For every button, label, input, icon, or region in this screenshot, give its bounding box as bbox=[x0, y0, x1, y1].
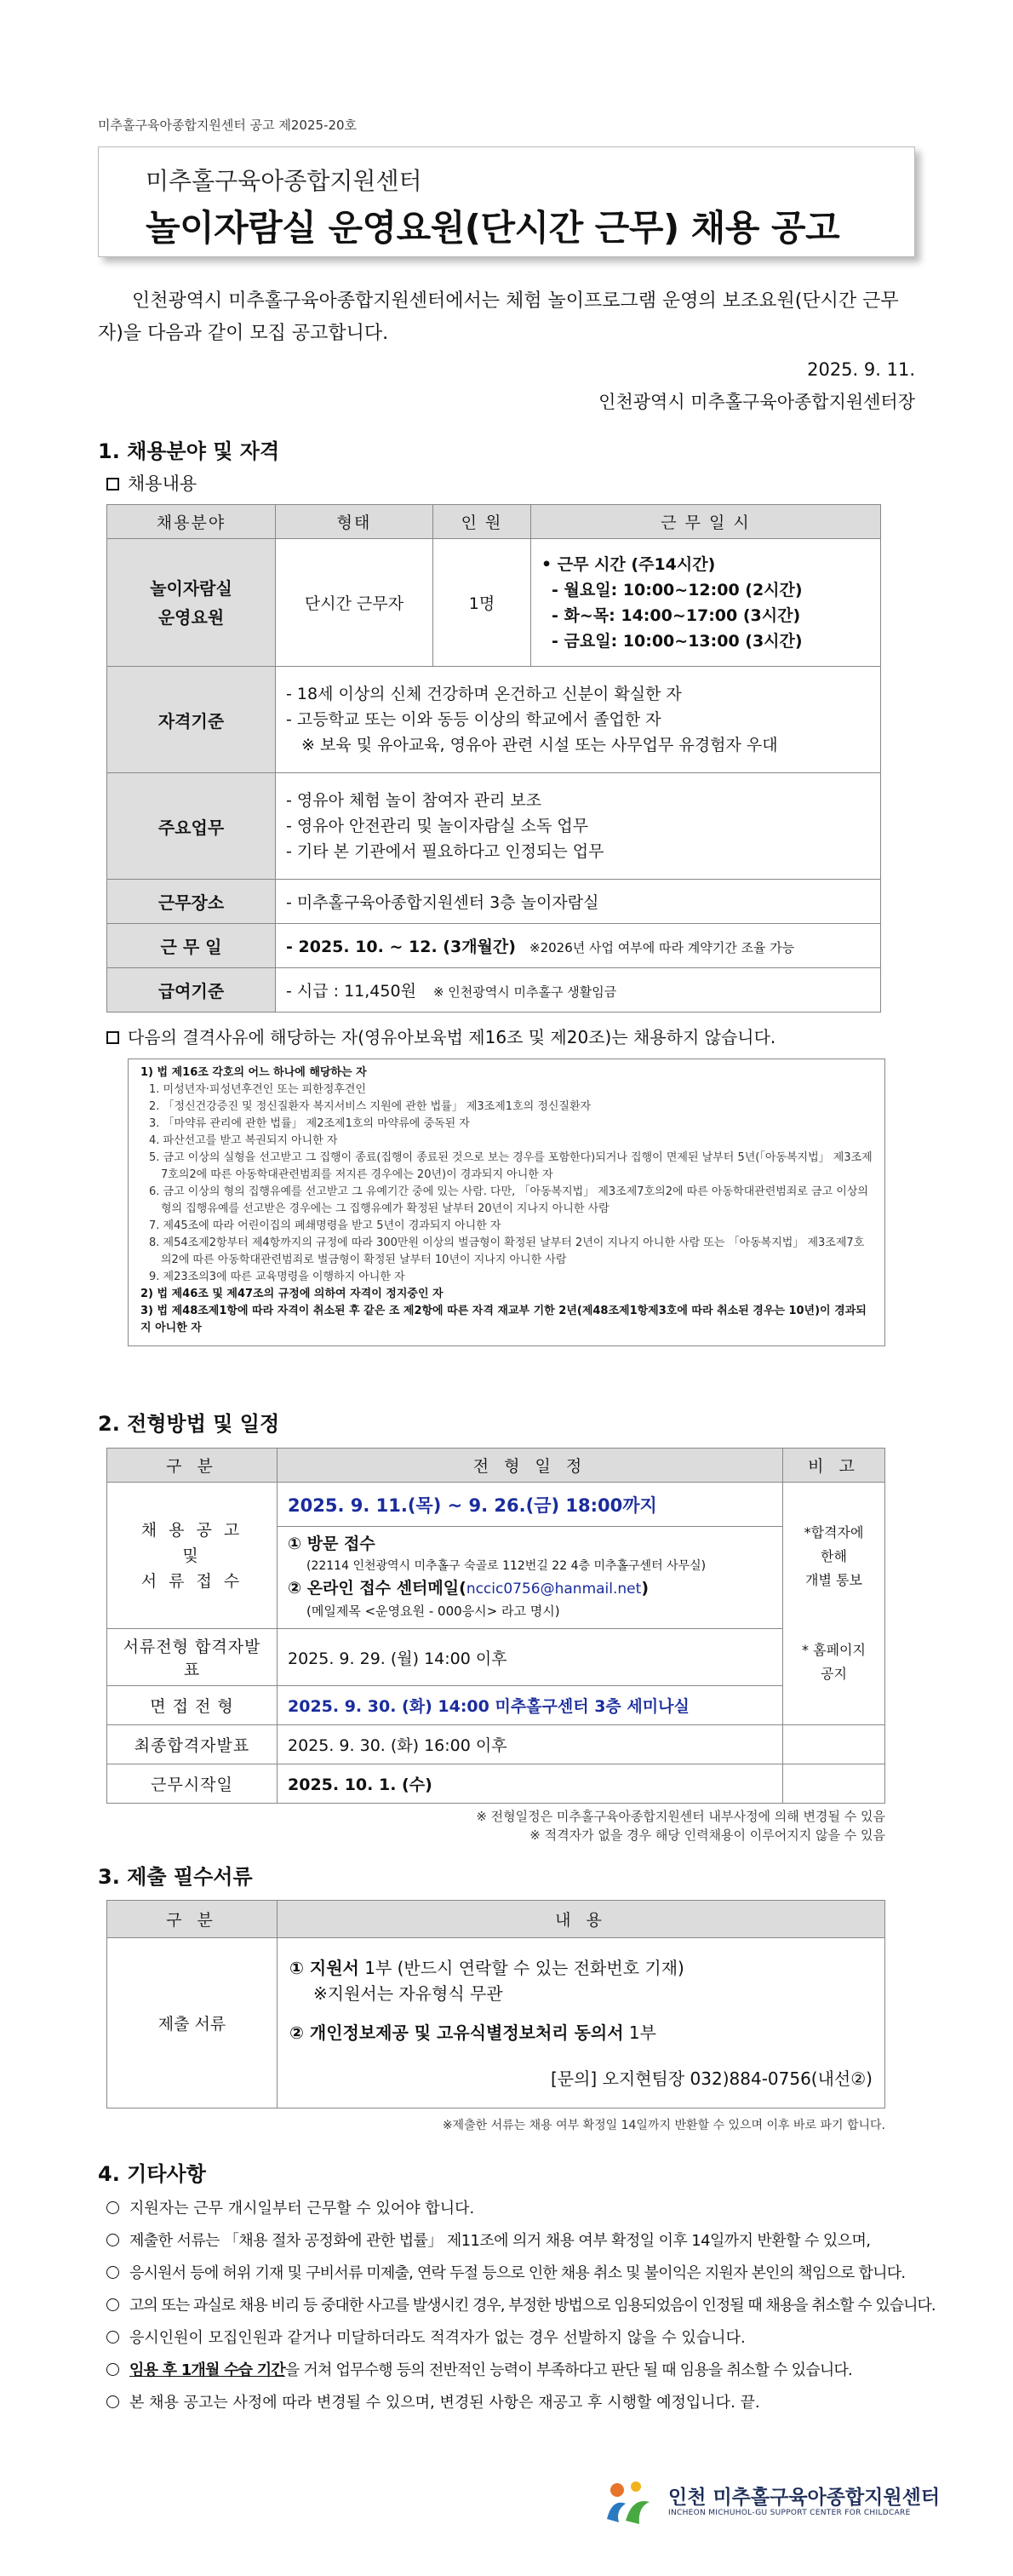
circle-bullet-icon bbox=[106, 2331, 119, 2344]
row-label: 서류전형 합격자발표 bbox=[107, 1629, 278, 1686]
documents-table bbox=[106, 1900, 885, 2108]
email-link[interactable]: nccic0756@hanmail.net bbox=[466, 1581, 642, 1598]
duty-label: 주요업무 bbox=[107, 773, 276, 880]
period-label: 근 무 일 bbox=[107, 924, 276, 968]
field-cell: 놀이자람실 운영요원 bbox=[107, 539, 276, 667]
list-item: 9. 제23조의3에 따른 교육명령을 이행하지 아니한 자 bbox=[149, 1271, 405, 1283]
visit-address: (22114 인천광역시 미추홀구 숙골로 112번길 22 4층 미추홀구센터 사무실) bbox=[306, 1559, 707, 1573]
section4-heading: 4. 기타사항 bbox=[98, 2162, 206, 2186]
checkbox-square-icon bbox=[106, 1031, 119, 1044]
issuer: 인천광역시 미추홀구육아종합지원센터장 bbox=[598, 392, 915, 412]
logo-english: INCHEON MICHUHOL-GU SUPPORT CENTER FOR CHILDCARE bbox=[668, 2509, 911, 2517]
row-label: 근무시작일 bbox=[107, 1764, 278, 1804]
row-label: 최종합격자발표 bbox=[107, 1725, 278, 1764]
empty-cell bbox=[783, 1725, 885, 1764]
logo-name: 인천 미추홀구육아종합지원센터 bbox=[668, 2487, 941, 2509]
section3-heading: 3. 제출 필수서류 bbox=[98, 1865, 253, 1889]
circle-bullet-icon bbox=[106, 2298, 119, 2311]
header-cell: 구 분 bbox=[107, 1449, 278, 1483]
apply-period: 2025. 9. 11.(목) ~ 9. 26.(금) 18:00까지 bbox=[278, 1483, 783, 1527]
section1-heading: 1. 채용분야 및 자격 bbox=[98, 439, 280, 463]
intro-text: 인천광역시 미추홀구육아종합지원센터에서는 체험 놀이프로그램 운영의 보조요원(단시간 근무자)을 다음과 같이 모집 공고합니다. bbox=[98, 290, 899, 344]
center-logo bbox=[600, 2478, 941, 2529]
notice-date: 2025. 9. 11. bbox=[807, 359, 915, 380]
table-row bbox=[107, 667, 881, 773]
docs-footnote: ※제출한 서류는 채용 여부 확정일 14일까지 반환할 수 있으며 이후 바로 파기 합니다. bbox=[442, 2119, 885, 2132]
circle-bullet-icon bbox=[106, 2395, 119, 2408]
list-item: 4. 파산선고를 받고 복권되지 아니한 자 bbox=[149, 1134, 338, 1147]
list-item: 임용 후 1개월 수습 기간을 거쳐 업무수행 등의 전반적인 능력이 부족하다고 판단 될 때 임용을 취소할 수 있습니다. bbox=[106, 2355, 924, 2387]
docs-cell bbox=[278, 1938, 885, 2108]
etc-list bbox=[106, 2193, 936, 2419]
note-individual: *합격자에 한해 개별 통보 bbox=[804, 1524, 864, 1588]
row-value: 2025. 9. 30. (화) 14:00 미추홀구센터 3층 세미나실 bbox=[278, 1686, 783, 1725]
list-item: - 18세 이상의 신체 건강하며 온건하고 신분이 확실한 자 bbox=[286, 685, 682, 703]
list-item: 응시원서 등에 허위 기재 및 구비서류 미제출, 연락 두절 등으로 인한 채용 취소 및 불이익은 지원자 본인의 책임으로 합니다. bbox=[106, 2258, 924, 2290]
list-item: - 영유아 안전관리 및 놀이자람실 소독 업무 bbox=[286, 817, 589, 835]
row-value: 2025. 10. 1. (수) bbox=[278, 1764, 783, 1804]
doc-item-1: ① 지원서 1부 (반드시 연락할 수 있는 전화번호 기재) bbox=[289, 1957, 684, 1978]
subhead-label: 채용내용 bbox=[128, 473, 197, 494]
section2-heading: 2. 전형방법 및 일정 bbox=[98, 1412, 280, 1436]
circle-bullet-icon bbox=[106, 2234, 119, 2246]
list-item: - 영유아 체험 놀이 참여자 관리 보조 bbox=[286, 791, 542, 810]
checkbox-square-icon bbox=[106, 478, 119, 491]
online-note: (메일제목 <운영요원 - 000응시> 라고 명시) bbox=[306, 1604, 560, 1619]
duty-cell bbox=[276, 773, 881, 880]
period-value: - 2025. 10. ~ 12. (3개월간) bbox=[286, 938, 516, 956]
table-row bbox=[107, 924, 881, 968]
header-cell: 채용분야 bbox=[107, 505, 276, 539]
circle-bullet-icon bbox=[106, 2201, 119, 2214]
list-item: 고의 또는 과실로 채용 비리 등 중대한 사고를 발생시킨 경우, 부정한 방법으로 임용되었음이 인정될 때 채용을 취소할 수 있습니다. bbox=[106, 2290, 924, 2322]
disqualify-box bbox=[128, 1059, 885, 1346]
dq-heading-1: 1) 법 제16조 각호의 어느 하나에 해당하는 자 bbox=[140, 1066, 367, 1079]
circle-bullet-icon bbox=[106, 2266, 119, 2279]
header-cell: 인 원 bbox=[433, 505, 531, 539]
dq-heading-2: 2) 법 제46조 및 제47조의 규정에 의하여 자격이 정지중인 자 bbox=[140, 1288, 444, 1300]
header-cell: 근 무 일 시 bbox=[531, 505, 881, 539]
table-row bbox=[107, 968, 881, 1013]
table-row bbox=[107, 773, 881, 880]
list-item: 6. 금고 이상의 형의 집행유예를 선고받고 그 유예기간 중에 있는 사람. 다만, 「아동복지법」 제3조제7호의2에 따른 아동학대관련범죄로 금고 이상의 형의 집행유예를 선고받은 경우에는 그 집행유예가 확정된 날부터 20년이 지나지 아니한 사람 bbox=[149, 1185, 868, 1215]
header-cell: 전 형 일 정 bbox=[278, 1449, 783, 1483]
hours-line: - 금요일: 10:00~13:00 (3시간) bbox=[552, 631, 803, 651]
pay-label: 급여기준 bbox=[107, 968, 276, 1013]
hours-line: - 화~목: 14:00~17:00 (3시간) bbox=[552, 605, 801, 625]
header-cell: 비 고 bbox=[783, 1449, 885, 1483]
row-value: 2025. 9. 30. (화) 16:00 이후 bbox=[278, 1725, 783, 1764]
section1-subhead bbox=[106, 470, 197, 496]
list-item: 1. 미성년자·피성년후견인 또는 피한정후견인 bbox=[149, 1083, 366, 1096]
notice-date-block bbox=[598, 353, 915, 418]
empty-cell bbox=[783, 1764, 885, 1804]
list-item: - 고등학교 또는 이와 동등 이상의 학교에서 졸업한 자 bbox=[286, 710, 661, 729]
notice-number: 미추홀구육아종합지원센터 공고 제2025-20호 bbox=[98, 118, 358, 133]
list-item: 5. 금고 이상의 실형을 선고받고 그 집행이 종료(집행이 종료된 것으로 보는 경우를 포함한다)되거나 집행이 면제된 날부터 5년(「아동복지법」 제3조제7호의2에 따른 아동학대관련범죄를 저지른 경우에는 20년)이 경과되지 아니한 자 bbox=[149, 1151, 873, 1181]
list-item: 제출한 서류는 「채용 절차 공정화에 관한 법률」 제11조에 의거 채용 여부 확정일 이후 14일까지 반환할 수 있으며, bbox=[106, 2225, 924, 2258]
qual-label: 자격기준 bbox=[107, 667, 276, 773]
note-cell bbox=[783, 1483, 885, 1725]
list-item: 본 채용 공고는 사정에 따라 변경될 수 있으며, 변경된 사항은 재공고 후 시행할 예정입니다. 끝. bbox=[106, 2387, 924, 2419]
row-label: 면 접 전 형 bbox=[107, 1686, 278, 1725]
table-row bbox=[107, 880, 881, 924]
disqualify-heading: 다음의 결격사유에 해당하는 자(영유아보육법 제16조 및 제20조)는 채용하지 않습니다. bbox=[106, 1024, 775, 1048]
schedule-table bbox=[106, 1448, 885, 1804]
count-cell: 1명 bbox=[433, 539, 531, 667]
table-header-row bbox=[107, 1901, 885, 1938]
online-line: ② 온라인 접수 센터메일(nccic0756@hanmail.net) bbox=[288, 1579, 649, 1598]
doc-item-2: ② 개인정보제공 및 고유식별정보처리 동의서 1부 bbox=[289, 2022, 656, 2043]
list-item: 응시인원이 모집인원과 같거나 미달하더라도 적격자가 없는 경우 선발하지 않을 수 있습니다. bbox=[106, 2322, 924, 2355]
recruit-table bbox=[106, 504, 881, 1013]
period-note: ※2026년 사업 여부에 따라 계약기간 조율 가능 bbox=[529, 940, 795, 955]
circle-bullet-icon bbox=[106, 2363, 119, 2376]
list-item: 7. 제45조에 따라 어린이집의 폐쇄명령을 받고 5년이 경과되지 아니한 자 bbox=[149, 1219, 501, 1232]
period-cell bbox=[276, 924, 881, 968]
row-value: 2025. 9. 29. (월) 14:00 이후 bbox=[278, 1629, 783, 1686]
list-item: 8. 제54조제2항부터 제4항까지의 규정에 따라 300만원 이상의 벌금형이 확정된 날부터 2년이 지나지 아니한 사람 또는 「아동복지법」 제3조제7호의2에 따른 아동학대관련범죄로 벌금형이 확정된 날부터 10년이 지나지 아니한 사람 bbox=[149, 1236, 865, 1266]
hours-line: - 월요일: 10:00~12:00 (2시간) bbox=[552, 580, 803, 600]
table-header-row bbox=[107, 1449, 885, 1483]
logo-mark-icon bbox=[600, 2478, 660, 2529]
table-row bbox=[107, 1764, 885, 1804]
contact-info: [문의] 오지현팀장 032)884-0756(내선②) bbox=[550, 2068, 873, 2089]
dq-heading-3: 3) 법 제48조제1항에 따라 자격이 취소된 후 같은 조 제2항에 따른 자격 재교부 기한 2년(제48조제1항제3호에 따라 취소된 경우는 10년)이 경과되지 아니한 자 bbox=[140, 1305, 867, 1334]
apply-methods bbox=[278, 1527, 783, 1629]
title-sub: 미추홀구육아종합지원센터 bbox=[146, 167, 422, 195]
hours-title: • 근무 시간 (주14시간) bbox=[541, 554, 716, 574]
list-item: - 기타 본 기관에서 필요하다고 인정되는 업무 bbox=[286, 842, 604, 861]
table-row bbox=[107, 1938, 885, 2108]
header-cell: 내 용 bbox=[278, 1901, 885, 1938]
table-header-row bbox=[107, 505, 881, 539]
qual-cell bbox=[276, 667, 881, 773]
type-cell: 단시간 근무자 bbox=[276, 539, 433, 667]
title-box bbox=[98, 146, 915, 257]
page-title: 놀이자람실 운영요원(단시간 근무) 채용 공고 bbox=[146, 207, 840, 249]
docs-label: 제출 서류 bbox=[107, 1938, 278, 2108]
place-label: 근무장소 bbox=[107, 880, 276, 924]
table-row bbox=[107, 1483, 885, 1527]
table-row bbox=[107, 1725, 885, 1764]
note-homepage: * 홈페이지 공지 bbox=[802, 1642, 866, 1682]
header-cell: 형태 bbox=[276, 505, 433, 539]
pay-note: ※ 인천광역시 미추홀구 생활임금 bbox=[432, 984, 617, 1000]
list-item: ※ 보육 및 유아교육, 영유아 관련 시설 또는 사무업무 유경험자 우대 bbox=[301, 736, 778, 754]
doc-item-1-note: ※지원서는 자유형식 무관 bbox=[313, 1982, 503, 2004]
table-row bbox=[107, 1629, 885, 1686]
schedule-footnotes: ※ 전형일정은 미추홀구육아종합지원센터 내부사정에 의해 변경될 수 있음 ※ 적격자가 없을 경우 해당 인력채용이 이루어지지 않을 수 있음 bbox=[476, 1809, 885, 1843]
visit-title: ① 방문 접수 bbox=[288, 1535, 375, 1553]
table-row bbox=[107, 539, 881, 667]
list-item: 2. 「정신건강증진 및 정신질환자 복지서비스 지원에 관한 법률」 제3조제1호의 정신질환자 bbox=[149, 1100, 592, 1113]
apply-label: 채 용 공 고 및 서 류 접 수 bbox=[107, 1483, 278, 1629]
header-cell: 구 분 bbox=[107, 1901, 278, 1938]
hours-cell bbox=[531, 539, 881, 667]
place-cell: - 미추홀구육아종합지원센터 3층 놀이자람실 bbox=[276, 880, 881, 924]
pay-cell bbox=[276, 968, 881, 1013]
list-item: 지원자는 근무 개시일부터 근무할 수 있어야 합니다. bbox=[106, 2193, 924, 2225]
table-row bbox=[107, 1686, 885, 1725]
pay-value: - 시급 : 11,450원 bbox=[286, 982, 416, 1001]
list-item: 3. 「마약류 관리에 관한 법률」 제2조제1호의 마약류에 중독된 자 bbox=[149, 1117, 470, 1130]
